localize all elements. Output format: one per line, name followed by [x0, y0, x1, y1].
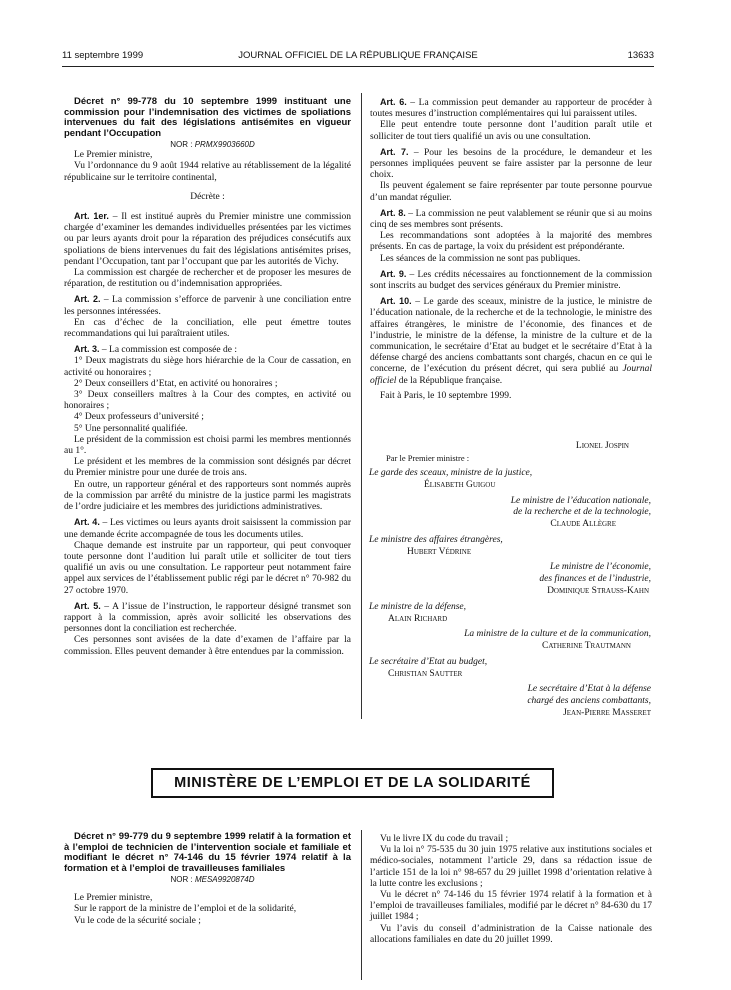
decree1-art6: Art. 6. – La commission peut demander au rapporteur de procéder à toutes mesures d’instruction complémentaires qui lui paraissent utiles. [370, 97, 652, 120]
decree2-visa: Vu la loi n° 75-535 du 30 juin 1975 relative aux institutions sociales et médico-sociales, notamment l’article 29, dans sa rédaction issue de l’article 151 de la loi n° 98-657 du 29 juillet 1998 d’orientation relative à la lutte contre les exclusions ; [370, 845, 652, 889]
signature-def-name: Alain Richard [388, 614, 448, 624]
decree2-right-column [370, 834, 652, 946]
signature-educ-name: Claude Allègre [550, 519, 616, 529]
column-divider [361, 93, 362, 719]
decree1-art2: Art. 2. – La commission s’efforce de parvenir à une conciliation entre les personnes intéressées. [64, 294, 351, 317]
decree1-art1: Art. 1er. – Il est institué auprès du Premier ministre une commission chargée d’examiner les demandes individuelles présentées par les victimes ou par leurs ayants droit pour la réparation des préjudices consécutifs aux spoliations de biens intervenues du fait des législations antisémites prises, pendant l’Occupation, tant par l’occupant que par les autorités de Vichy. [64, 211, 351, 267]
decree1-art7: Art. 7. – Pour les besoins de la procédure, le demandeur et les personnes impliquées peuvent se faire assister par la personne de leur choix. [370, 146, 652, 181]
decree1-art4: Art. 4. – Les victimes ou leurs ayants droit saisissent la commission par une demande écrite accompagnée de tous les documents utiles. [64, 517, 351, 540]
decree1-art3-item: 4° Deux professeurs d’université ; [74, 412, 204, 423]
signature-justice-title: Le garde des sceaux, ministre de la justice, [369, 468, 533, 478]
decree1-art3-item: 3° Deux conseillers maîtres à la Cour des comptes, en activité ou honoraires ; [64, 390, 351, 412]
decree1-decrete: Décrète : [190, 191, 225, 202]
decree2-visa: Le Premier ministre, [74, 893, 153, 904]
signature-ae-name: Hubert Védrine [407, 547, 472, 557]
signature-cult-title: La ministre de la culture et de la communication, [464, 629, 651, 639]
signature-eco-title-1: Le ministre de l’économie, [550, 562, 651, 572]
signature-pm: Lionel Jospin [575, 441, 629, 451]
decree1-art3-p3: Le président et les membres de la commission sont désignés par décret du Premier ministre pour une durée de trois ans. [64, 457, 351, 479]
signature-def-title: Le ministre de la défense, [369, 602, 467, 612]
signature-anc-title-1: Le secrétaire d’Etat à la défense [527, 684, 651, 694]
signature-budget-name: Christian Sautter [388, 669, 463, 679]
decree1-art8: Art. 8. – La commission ne peut valablement se réunir que si au moins cinq de ses membres sont présents. [370, 207, 652, 231]
decree1-art5-p2: Ces personnes sont avisées de la date d’examen de l’affaire par la commission. Elles peuvent demander à être entendues par la commission. [64, 635, 351, 657]
decree2-visa: Vu le décret n° 74-146 du 15 février 1974 relatif à la formation et à l’emploi de travailleuses familiales, modifié par le décret n° 84-630 du 17 juillet 1984 ; [370, 890, 652, 923]
decree1-art10: Art. 10. – Le garde des sceaux, ministre de la justice, le ministre de l’éducation nationale, de la recherche et de la technologie, le ministre des affaires étrangères, le ministre de l’économie, des finances et de l’industrie, le ministre de la défense, la ministre de la culture et de la communication, le secrétaire d’Etat au budget et le secrétaire d’Etat à la défense chargé des anciens combattants sont chargés, chacun en ce qui le concerne, de l’exécution du présent décret, qui sera publié au Journal officiel de la République française. [370, 296, 653, 386]
decree2-visa: Vu le livre IX du code du travail ; [380, 834, 509, 844]
signature-educ-title-2: de la recherche et de la technologie, [513, 507, 651, 517]
decree1-art9: Art. 9. – Les crédits nécessaires au fonctionnement de la commission sont inscrits au budget des services généraux du Premier ministre. [370, 268, 652, 292]
decree1-fait: Fait à Paris, le 10 septembre 1999. [380, 390, 512, 401]
decree2-left-column [64, 832, 351, 927]
decree1-art1-p2: La commission est chargée de rechercher et de proposer les mesures de réparation, de restitution ou d’indemnisation appropriées. [64, 268, 351, 290]
decree1-art5: Art. 5. – A l’issue de l’instruction, le rapporteur désigné transmet son rapport à la commission, après avoir sollicité les observations des personnes dont la conciliation est recherchée. [64, 600, 351, 635]
decree1-intro-2: Vu l’ordonnance du 9 août 1944 relative au rétablissement de la légalité républicaine sur le territoire continental, [64, 161, 351, 183]
header-journal-title: JOURNAL OFFICIEL DE LA RÉPUBLIQUE FRANÇAISE [238, 50, 478, 61]
decree1-right-column [370, 97, 652, 402]
decree1-art3-p2: Le président de la commission est choisi parmi les membres mentionnés au 1°. [64, 434, 351, 457]
decree1-art3: Art. 3. – La commission est composée de : [74, 344, 237, 356]
decree1-left-column [64, 97, 351, 658]
ministry-banner-text: MINISTÈRE DE L’EMPLOI ET DE LA SOLIDARITÉ [174, 775, 531, 791]
decree1-art4-p2: Chaque demande est instruite par un rapporteur, qui peut convoquer toute personne dont l’audition lui paraît utile et solliciter de tout tiers qualifié un avis ou une consultation. Le rapporteur peut notamment faire appel aux services de l’établissement public régi par le décret n° 70-982 du 27 octobre 1970. [64, 540, 351, 596]
signature-ae-title: Le ministre des affaires étrangères, [369, 535, 503, 545]
signature-eco-name: Dominique Strauss-Kahn [547, 586, 649, 596]
header-page-number: 13633 [627, 50, 654, 61]
decree2-visa: Sur le rapport de la ministre de l’emploi et de la solidarité, [74, 904, 297, 915]
signature-eco-title-2: des finances et de l’industrie, [539, 574, 651, 584]
page-header [62, 50, 654, 64]
signature-cult-name: Catherine Trautmann [541, 641, 631, 651]
decree1-art3-item: 5° Une personnalité qualifiée. [74, 423, 188, 434]
signature-anc-title-2: chargé des anciens combattants, [527, 696, 651, 706]
header-date: 11 septembre 1999 [62, 50, 144, 61]
decree1-art7-p2: Ils peuvent également se faire représenter par toute personne pourvue d’un mandat régulier. [370, 181, 652, 203]
decree1-title: Décret n° 99-778 du 10 septembre 1999 instituant une commission pour l’indemnisation des victimes de spoliations intervenues du fait des législations antisémites en vigueur pendant l’Occupation [64, 96, 351, 139]
decree1-nor: NOR : PRMX9903660D [170, 140, 255, 149]
decree1-art8-p2: Les recommandations sont adoptées à la majorité des membres présents. En cas de partage, la voix du président est prépondérante. [370, 231, 652, 253]
decree2-nor: NOR : MESA9920874D [170, 875, 255, 884]
ministry-banner [151, 768, 554, 798]
decree1-art2-p2: En cas d’échec de la conciliation, elle peut émettre toutes recommandations qui lui paraîtraient utiles. [64, 317, 351, 340]
header-rule [62, 66, 654, 67]
decree2-visa: Vu le code de la sécurité sociale ; [74, 915, 201, 926]
column-divider-lower [361, 830, 362, 980]
decree1-intro-1: Le Premier ministre, [74, 150, 153, 161]
signature-par-pm: Par le Premier ministre : [386, 453, 470, 463]
signature-justice-name: Élisabeth Guigou [424, 480, 496, 490]
decree2-title: Décret n° 99-779 du 9 septembre 1999 relatif à la formation et à l’emploi de technicien de l’intervention sociale et familiale et modifiant le décret n° 74-146 du 15 février 1974 relatif à la formation et à l’emploi de travailleuses familiales [64, 831, 351, 874]
signature-educ-title-1: Le ministre de l’éducation nationale, [510, 496, 651, 506]
signature-anc-name: Jean-Pierre Masseret [563, 708, 651, 718]
signature-budget-title: Le secrétaire d’Etat au budget, [369, 657, 488, 667]
decree1-art3-item: 1° Deux magistrats du siège hors hiérarchie de la Cour de cassation, en activité ou honoraires ; [64, 356, 351, 378]
decree1-art3-p4: En outre, un rapporteur général et des rapporteurs sont nommés auprès de la commission par arrêté du ministre de la justice parmi les magistrats de l’ordre judiciaire et les membres des juridictions administratives. [64, 479, 351, 513]
decree1-art8-p3: Les séances de la commission ne sont pas publiques. [380, 253, 581, 264]
decree1-art6-p2: Elle peut entendre toute personne dont l’audition paraît utile et solliciter de tout tiers qualifié un avis ou une consultation. [370, 120, 652, 142]
decree2-visa: Vu l’avis du conseil d’administration de la Caisse nationale des allocations familiales en date du 20 juillet 1999. [370, 923, 652, 945]
decree1-art3-item: 2° Deux conseillers d’Etat, en activité ou honoraires ; [74, 378, 278, 389]
